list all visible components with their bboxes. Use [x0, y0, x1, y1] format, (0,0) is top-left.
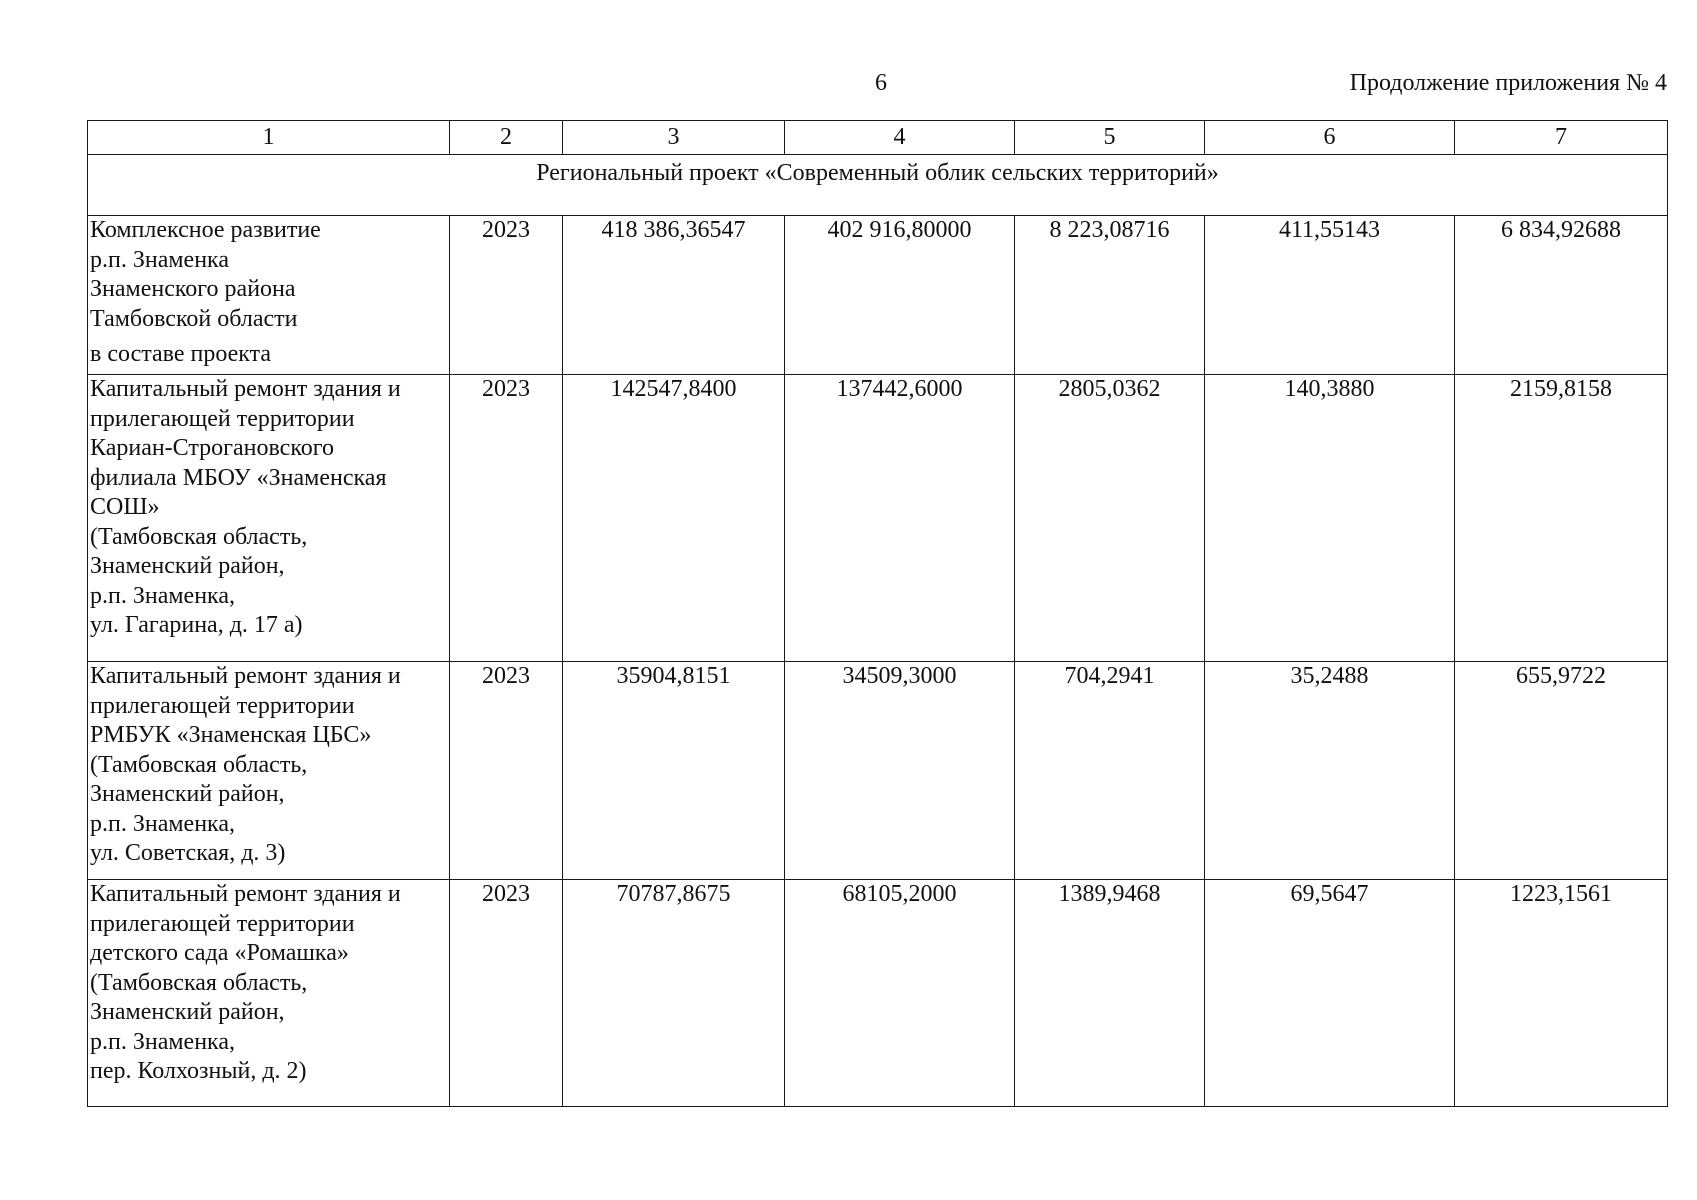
project-name-line: р.п. Знаменка, [90, 810, 235, 837]
project-name-line: (Тамбовская область, [90, 751, 308, 778]
project-name-line: Капитальный ремонт здания и [90, 881, 401, 907]
project-name-line: детского сада «Ромашка» [90, 940, 349, 966]
col3-cell: 418 386,36547 [563, 216, 785, 375]
funding-table [87, 120, 1668, 1107]
column-number-3: 3 [563, 121, 785, 155]
col5-cell: 704,2941 [1015, 662, 1205, 880]
project-name-line: Знаменский район, [90, 999, 285, 1025]
column-number-1: 1 [88, 121, 450, 155]
project-name-line: Комплексное развитие [90, 217, 321, 243]
column-number-row [88, 121, 1668, 155]
column-number-6: 6 [1205, 121, 1455, 155]
project-name-line: ул. Гагарина, д. 17 а) [90, 612, 303, 638]
project-name-line: Тамбовской области [90, 305, 298, 332]
col3-cell: 142547,8400 [563, 375, 785, 662]
col4-cell: 137442,6000 [785, 375, 1015, 662]
col6-cell: 69,5647 [1205, 880, 1455, 1107]
project-name-line: ул. Советская, д. 3) [90, 840, 286, 866]
project-name-line: Кариан-Строгановского [90, 435, 335, 461]
project-name-cell [88, 216, 450, 375]
project-name-line: Капитальный ремонт здания и [90, 663, 401, 689]
column-number-2: 2 [450, 121, 563, 155]
col5-cell: 8 223,08716 [1015, 216, 1205, 375]
project-name-line: р.п. Знаменка, [90, 582, 235, 609]
year-cell: 2023 [450, 375, 563, 662]
col6-cell: 140,3880 [1205, 375, 1455, 662]
project-name-line: Капитальный ремонт здания и [90, 376, 401, 402]
project-name-cell [88, 662, 450, 880]
table-row [88, 216, 1668, 375]
project-name-line: (Тамбовская область, [90, 523, 308, 550]
table-row [88, 375, 1668, 662]
project-name-cell [88, 880, 450, 1107]
project-name-line: пер. Колхозный, д. 2) [90, 1058, 307, 1084]
project-name-line: Знаменского района [90, 276, 296, 302]
continuation-label: Продолжение приложения № 4 [1349, 70, 1667, 96]
project-name-line: прилегающей территории [90, 910, 355, 937]
project-name-line: прилегающей территории [90, 405, 355, 432]
section-row [88, 155, 1668, 216]
table-row [88, 662, 1668, 880]
col6-cell: 411,55143 [1205, 216, 1455, 375]
project-name-line: в составе проекта [90, 341, 272, 367]
table-row [88, 880, 1668, 1107]
col3-cell: 35904,8151 [563, 662, 785, 880]
col5-cell: 2805,0362 [1015, 375, 1205, 662]
col4-cell: 68105,2000 [785, 880, 1015, 1107]
project-name-line: СОШ» [90, 494, 160, 520]
project-name-cell [88, 375, 450, 662]
section-title: Региональный проект «Современный облик сельских территорий» [88, 155, 1668, 216]
col7-cell: 1223,1561 [1455, 880, 1668, 1107]
col5-cell: 1389,9468 [1015, 880, 1205, 1107]
project-name-line: Знаменский район, [90, 781, 285, 807]
column-number-4: 4 [785, 121, 1015, 155]
page-number: 6 [875, 70, 887, 96]
column-number-7: 7 [1455, 121, 1668, 155]
col6-cell: 35,2488 [1205, 662, 1455, 880]
year-cell: 2023 [450, 880, 563, 1107]
project-name-line: р.п. Знаменка [90, 246, 229, 273]
col7-cell: 6 834,92688 [1455, 216, 1668, 375]
col4-cell: 402 916,80000 [785, 216, 1015, 375]
col4-cell: 34509,3000 [785, 662, 1015, 880]
project-name-line: РМБУК «Знаменская ЦБС» [90, 722, 372, 748]
project-name-line: р.п. Знаменка, [90, 1028, 235, 1055]
col7-cell: 655,9722 [1455, 662, 1668, 880]
year-cell: 2023 [450, 662, 563, 880]
project-name-line: Знаменский район, [90, 553, 285, 579]
project-name-line: филиала МБОУ «Знаменская [90, 464, 387, 491]
year-cell: 2023 [450, 216, 563, 375]
col7-cell: 2159,8158 [1455, 375, 1668, 662]
project-name-line: прилегающей территории [90, 692, 355, 719]
project-name-line: (Тамбовская область, [90, 969, 308, 996]
col3-cell: 70787,8675 [563, 880, 785, 1107]
column-number-5: 5 [1015, 121, 1205, 155]
